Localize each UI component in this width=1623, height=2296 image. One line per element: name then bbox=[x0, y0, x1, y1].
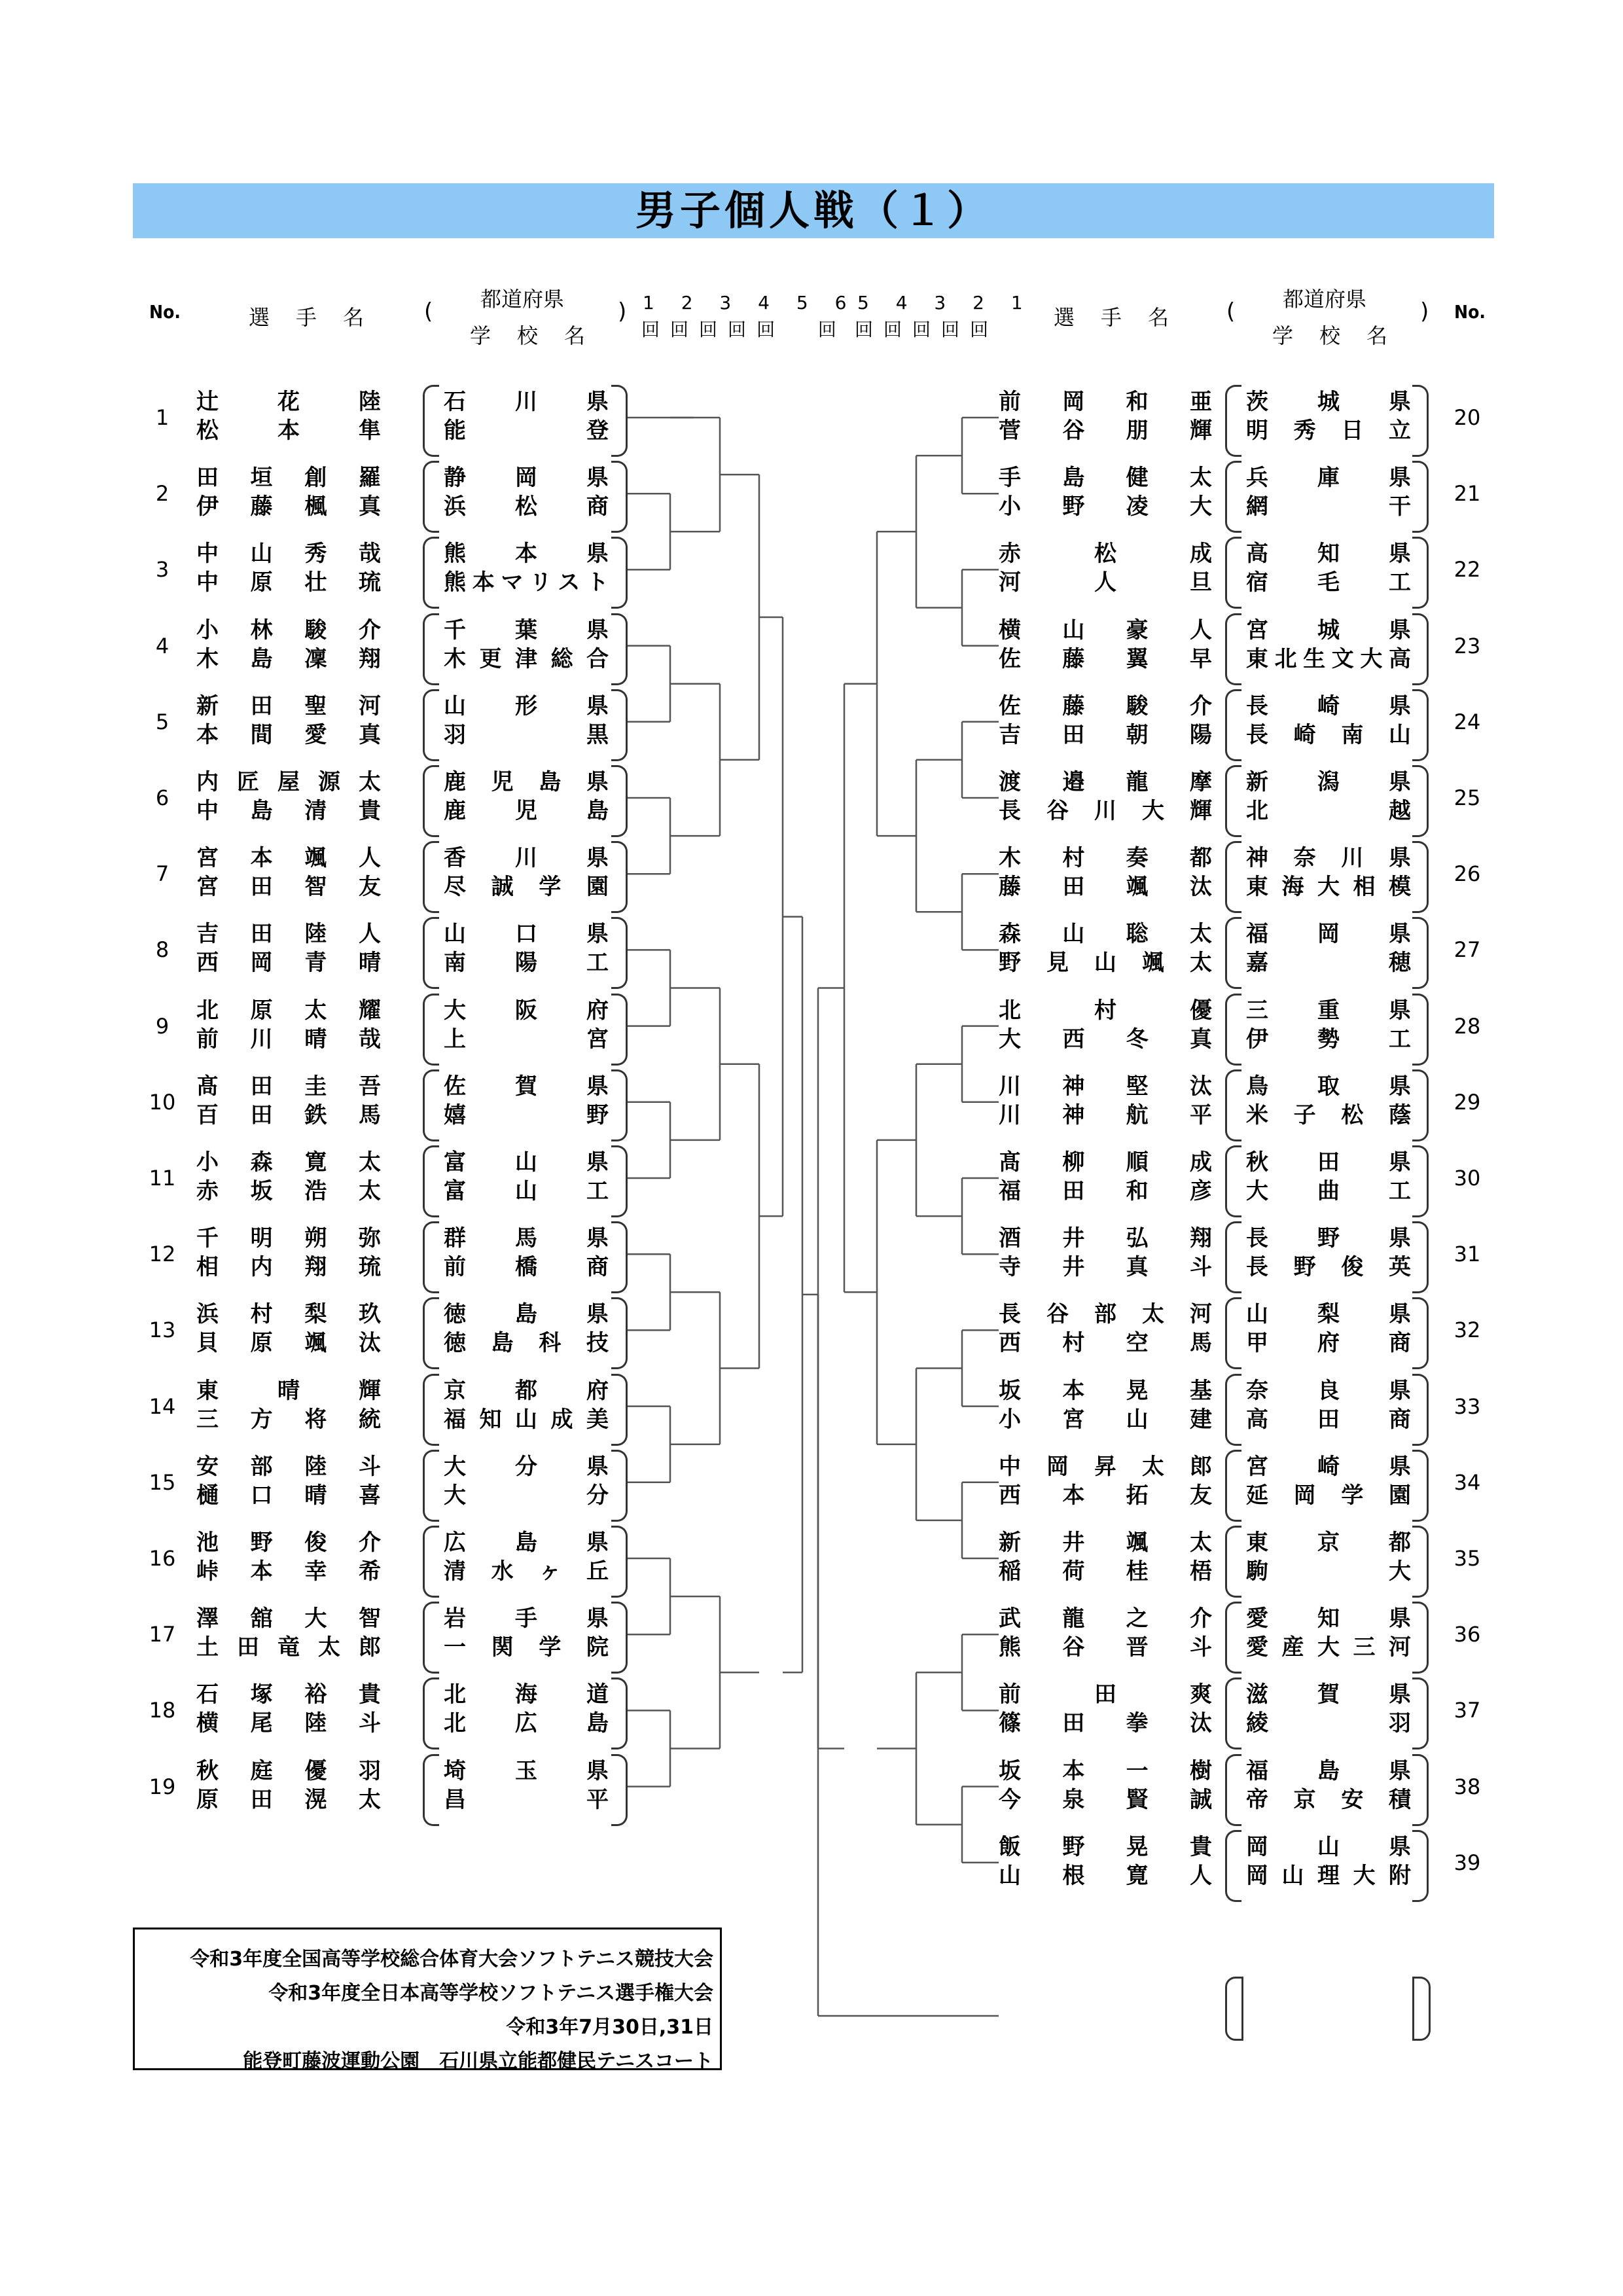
school-name: 長崎南山 bbox=[1246, 721, 1411, 748]
player-name-2: 中原壮琉 bbox=[196, 569, 381, 596]
player-name-2: 川神航平 bbox=[999, 1102, 1212, 1128]
school-name: 能登 bbox=[444, 418, 609, 444]
prefecture-name: 香川県 bbox=[444, 845, 609, 872]
school-name: 宿毛工 bbox=[1246, 569, 1411, 596]
prefecture-name: 秋田県 bbox=[1246, 1149, 1411, 1175]
school-name: 東北生文大高 bbox=[1246, 645, 1411, 672]
prefecture-name: 山梨県 bbox=[1246, 1301, 1411, 1328]
affiliation-bracket-close bbox=[1412, 1297, 1429, 1369]
seed-number: 3 bbox=[155, 557, 169, 583]
affiliation-bracket-open bbox=[1225, 841, 1241, 913]
school-name: 北広島 bbox=[444, 1710, 609, 1737]
header-prefecture-right: 都道府県 bbox=[1283, 287, 1367, 312]
seed-number: 20 bbox=[1454, 405, 1481, 430]
prefecture-name: 熊本県 bbox=[444, 541, 609, 567]
player-name-2: 稲荷桂梧 bbox=[999, 1558, 1212, 1585]
prefecture-name: 群馬県 bbox=[444, 1225, 609, 1252]
school-name: 延岡学園 bbox=[1246, 1482, 1411, 1509]
player-name-1: 前田爽 bbox=[999, 1681, 1212, 1708]
school-name: 上宮 bbox=[444, 1026, 609, 1052]
player-name-1: 小林駿介 bbox=[196, 617, 381, 643]
prefecture-name: 長野県 bbox=[1246, 1225, 1411, 1252]
player-name-1: 浜村梨玖 bbox=[196, 1301, 381, 1328]
prefecture-name: 北海道 bbox=[444, 1681, 609, 1708]
player-name-1: 佐藤駿介 bbox=[999, 692, 1212, 719]
school-name: 長野俊英 bbox=[1246, 1254, 1411, 1281]
header-rounds-left: 1 2 3 4 5 6 bbox=[643, 292, 857, 314]
affiliation-bracket-open bbox=[1225, 461, 1241, 533]
player-name-2: 野見山颯太 bbox=[999, 950, 1212, 977]
player-name-1: 千明朔弥 bbox=[196, 1225, 381, 1252]
player-name-2: 松本隼 bbox=[196, 418, 381, 444]
affiliation-bracket-close bbox=[1412, 385, 1429, 457]
round-unit: 回 bbox=[641, 319, 671, 340]
player-name-1: 武龍之介 bbox=[999, 1605, 1212, 1632]
header-paren-close-right: ) bbox=[1420, 298, 1429, 325]
player-name-2: 宮田智友 bbox=[196, 874, 381, 901]
player-name-1: 髙田圭吾 bbox=[196, 1073, 381, 1100]
affiliation-bracket-open bbox=[1225, 1221, 1241, 1293]
player-name-2: 土田竜太郎 bbox=[196, 1634, 381, 1661]
school-name: 岡山理大附 bbox=[1246, 1862, 1411, 1889]
entry-row bbox=[0, 692, 1623, 770]
prefecture-name: 千葉県 bbox=[444, 617, 609, 643]
affiliation-bracket-close bbox=[1412, 1602, 1429, 1674]
affiliation-bracket-close bbox=[1412, 994, 1429, 1066]
player-name-1: 川神堅汰 bbox=[999, 1073, 1212, 1100]
school-name: 羽黒 bbox=[444, 721, 609, 748]
entry-row bbox=[0, 1833, 1623, 1911]
header-school-left: 学校名 bbox=[470, 323, 612, 348]
header-paren-open-left: ( bbox=[424, 298, 433, 325]
school-name: 明秀日立 bbox=[1246, 418, 1411, 444]
school-name: 高田商 bbox=[1246, 1406, 1411, 1433]
affiliation-bracket-close bbox=[1412, 1069, 1429, 1141]
player-name-2: 本間愛真 bbox=[196, 721, 381, 748]
entry-row bbox=[0, 1224, 1623, 1302]
seed-number: 37 bbox=[1454, 1698, 1481, 1723]
seed-number: 6 bbox=[155, 785, 169, 810]
header-prefecture-left: 都道府県 bbox=[480, 287, 565, 312]
seed-number: 36 bbox=[1454, 1622, 1481, 1647]
affiliation-bracket-open bbox=[1225, 1754, 1241, 1826]
player-name-1: 東晴輝 bbox=[196, 1377, 381, 1404]
seed-number: 21 bbox=[1454, 481, 1481, 507]
seed-number: 4 bbox=[155, 633, 169, 658]
event-name-2: 令和3年度全日本高等学校ソフトテニス選手権大会 bbox=[268, 1982, 713, 2005]
school-name: 嘉穂 bbox=[1246, 950, 1411, 977]
player-name-1: 吉田陸人 bbox=[196, 921, 381, 948]
player-name-2: 小宮山建 bbox=[999, 1406, 1212, 1433]
player-name-1: 酒井弘翔 bbox=[999, 1225, 1212, 1252]
seed-number: 29 bbox=[1454, 1089, 1481, 1115]
school-name: 浜松商 bbox=[444, 493, 609, 520]
player-name-2: 福田和彦 bbox=[999, 1178, 1212, 1204]
player-name-1: 長谷部太河 bbox=[999, 1301, 1212, 1328]
school-name: 鹿児島 bbox=[444, 798, 609, 824]
seed-number: 31 bbox=[1454, 1242, 1481, 1267]
player-name-1: 髙柳順成 bbox=[999, 1149, 1212, 1175]
affiliation-bracket-open bbox=[1225, 689, 1241, 761]
player-name-2: 中島清貴 bbox=[196, 798, 381, 824]
player-name-1: 前岡和亜 bbox=[999, 389, 1212, 415]
school-name: 昌平 bbox=[444, 1786, 609, 1813]
player-name-2: 百田鉄馬 bbox=[196, 1102, 381, 1128]
seed-number: 22 bbox=[1454, 557, 1481, 583]
seed-number: 35 bbox=[1454, 1546, 1481, 1571]
player-name-1: 手島健太 bbox=[999, 465, 1212, 492]
seed-number: 9 bbox=[155, 1013, 169, 1039]
seed-number: 14 bbox=[149, 1393, 176, 1419]
entry-row bbox=[0, 768, 1623, 846]
entry-row bbox=[0, 1604, 1623, 1683]
player-name-2: 赤坂浩太 bbox=[196, 1178, 381, 1204]
player-name-2: 吉田朝陽 bbox=[999, 721, 1212, 748]
school-name: 網干 bbox=[1246, 493, 1411, 520]
seed-number: 16 bbox=[149, 1546, 176, 1571]
school-name: 清水ヶ丘 bbox=[444, 1558, 609, 1585]
seed-number: 32 bbox=[1454, 1318, 1481, 1343]
seed-number: 24 bbox=[1454, 709, 1481, 734]
player-name-2: 木島凜翔 bbox=[196, 645, 381, 672]
affiliation-bracket-open bbox=[1225, 613, 1241, 685]
prefecture-name: 岡山県 bbox=[1246, 1833, 1411, 1860]
seed-number: 19 bbox=[149, 1774, 176, 1799]
prefecture-name: 茨城県 bbox=[1246, 389, 1411, 415]
seed-number: 25 bbox=[1454, 785, 1481, 810]
school-name: 徳島科技 bbox=[444, 1330, 609, 1357]
seed-number: 23 bbox=[1454, 633, 1481, 658]
affiliation-bracket-close bbox=[1412, 917, 1429, 989]
player-name-2: 伊藤楓真 bbox=[196, 493, 381, 520]
entry-row bbox=[0, 1452, 1623, 1531]
header-paren-close-left: ) bbox=[618, 298, 627, 325]
header-paren-open-right: ( bbox=[1226, 298, 1236, 325]
affiliation-bracket-close bbox=[1412, 1145, 1429, 1217]
prefecture-name: 静岡県 bbox=[444, 465, 609, 492]
player-name-1: 新井颯太 bbox=[999, 1530, 1212, 1556]
seed-number: 30 bbox=[1454, 1166, 1481, 1191]
empty-slot-bracket-right bbox=[1412, 1977, 1431, 2041]
prefecture-name: 高知県 bbox=[1246, 541, 1411, 567]
player-name-2: 西村空馬 bbox=[999, 1330, 1212, 1357]
seed-number: 34 bbox=[1454, 1469, 1481, 1495]
page-title: 男子個人戦（１） bbox=[635, 187, 991, 234]
affiliation-bracket-close bbox=[1412, 461, 1429, 533]
player-name-2: 三方将統 bbox=[196, 1406, 381, 1433]
player-name-1: 石塚裕貴 bbox=[196, 1681, 381, 1708]
prefecture-name: 山口県 bbox=[444, 921, 609, 948]
seed-number: 7 bbox=[155, 861, 169, 887]
entry-row bbox=[0, 996, 1623, 1075]
seed-number: 1 bbox=[155, 405, 169, 430]
header-round-units-right: 回回回回回 bbox=[855, 319, 999, 340]
affiliation-bracket-close bbox=[1412, 1221, 1429, 1293]
header-no-left: No. bbox=[149, 301, 181, 323]
seed-number: 17 bbox=[149, 1622, 176, 1647]
prefecture-name: 佐賀県 bbox=[444, 1073, 609, 1100]
prefecture-name: 広島県 bbox=[444, 1530, 609, 1556]
player-name-2: 山根寛人 bbox=[999, 1862, 1212, 1889]
school-name: 米子松蔭 bbox=[1246, 1102, 1411, 1128]
player-name-2: 寺井真斗 bbox=[999, 1254, 1212, 1281]
entry-row bbox=[0, 463, 1623, 542]
affiliation-bracket-close bbox=[1412, 1830, 1429, 1902]
player-name-2: 小野凌大 bbox=[999, 493, 1212, 520]
event-venue: 能登町藤波運動公園 石川県立能都健民テニスコート bbox=[243, 2050, 713, 2073]
player-name-2: 西本拓友 bbox=[999, 1482, 1212, 1509]
player-name-1: 横山豪人 bbox=[999, 617, 1212, 643]
seed-number: 26 bbox=[1454, 861, 1481, 887]
player-name-2: 峠本幸希 bbox=[196, 1558, 381, 1585]
entry-row bbox=[0, 1680, 1623, 1759]
school-name: 前橋商 bbox=[444, 1254, 609, 1281]
affiliation-bracket-open bbox=[1225, 994, 1241, 1066]
affiliation-bracket-close bbox=[1412, 765, 1429, 837]
player-name-2: 藤田颯汰 bbox=[999, 874, 1212, 901]
seed-number: 10 bbox=[149, 1089, 176, 1115]
player-name-1: 宮本颯人 bbox=[196, 845, 381, 872]
header-player-name-left: 選手名 bbox=[249, 305, 391, 330]
seed-number: 8 bbox=[155, 937, 169, 963]
player-name-1: 赤松成 bbox=[999, 541, 1212, 567]
school-name: 愛産大三河 bbox=[1246, 1634, 1411, 1661]
affiliation-bracket-close bbox=[1412, 1754, 1429, 1826]
entry-row bbox=[0, 539, 1623, 618]
player-name-2: 西岡青晴 bbox=[196, 950, 381, 977]
header-school-right: 学校名 bbox=[1272, 323, 1414, 348]
seed-number: 33 bbox=[1454, 1393, 1481, 1419]
prefecture-name: 宮城県 bbox=[1246, 617, 1411, 643]
player-name-2: 菅谷朋輝 bbox=[999, 418, 1212, 444]
player-name-2: 相内翔琉 bbox=[196, 1254, 381, 1281]
prefecture-name: 長崎県 bbox=[1246, 692, 1411, 719]
seed-number: 18 bbox=[149, 1698, 176, 1723]
player-name-2: 貝原颯汰 bbox=[196, 1330, 381, 1357]
seed-number: 5 bbox=[155, 709, 169, 734]
affiliation-bracket-close bbox=[1412, 537, 1429, 609]
header-rounds-right: 5 4 3 2 1 bbox=[857, 292, 1033, 314]
player-name-1: 池野俊介 bbox=[196, 1530, 381, 1556]
affiliation-bracket-close bbox=[1412, 613, 1429, 685]
prefecture-name: 新潟県 bbox=[1246, 769, 1411, 795]
prefecture-name: 富山県 bbox=[444, 1149, 609, 1175]
affiliation-bracket-close bbox=[1412, 1374, 1429, 1446]
entry-row bbox=[0, 1148, 1623, 1227]
entry-row bbox=[0, 1072, 1623, 1151]
player-name-1: 中山秀哉 bbox=[196, 541, 381, 567]
player-name-1: 秋庭優羽 bbox=[196, 1757, 381, 1784]
school-name: 甲府商 bbox=[1246, 1330, 1411, 1357]
empty-slot-bracket-left bbox=[1225, 1977, 1243, 2041]
affiliation-bracket-open bbox=[1225, 917, 1241, 989]
affiliation-bracket-open bbox=[1225, 1602, 1241, 1674]
prefecture-name: 鳥取県 bbox=[1246, 1073, 1411, 1100]
affiliation-bracket-close bbox=[1412, 841, 1429, 913]
player-name-1: 澤舘大智 bbox=[196, 1605, 381, 1632]
affiliation-bracket-open bbox=[1225, 1450, 1241, 1522]
prefecture-name: 徳島県 bbox=[444, 1301, 609, 1328]
affiliation-bracket-open bbox=[1225, 1830, 1241, 1902]
entry-row bbox=[0, 1300, 1623, 1378]
player-name-2: 河人旦 bbox=[999, 569, 1212, 596]
player-name-1: 森山聡太 bbox=[999, 921, 1212, 948]
prefecture-name: 東京都 bbox=[1246, 1530, 1411, 1556]
player-name-1: 田垣創羅 bbox=[196, 465, 381, 492]
prefecture-name: 大阪府 bbox=[444, 997, 609, 1024]
seed-number: 13 bbox=[149, 1318, 176, 1343]
entry-row bbox=[0, 1757, 1623, 1835]
player-name-2: 横尾陸斗 bbox=[196, 1710, 381, 1737]
event-dates: 令和3年7月30日,31日 bbox=[506, 2016, 713, 2039]
school-name: 南陽工 bbox=[444, 950, 609, 977]
prefecture-name: 石川県 bbox=[444, 389, 609, 415]
school-name: 大分 bbox=[444, 1482, 609, 1509]
entry-row bbox=[0, 844, 1623, 922]
seed-number: 11 bbox=[149, 1166, 176, 1191]
player-name-1: 飯野晃貴 bbox=[999, 1833, 1212, 1860]
event-name-1: 令和3年度全国高等学校総合体育大会ソフトテニス競技大会 bbox=[190, 1948, 713, 1971]
player-name-1: 安部陸斗 bbox=[196, 1453, 381, 1480]
prefecture-name: 鹿児島県 bbox=[444, 769, 609, 795]
player-name-1: 内匠屋源太 bbox=[196, 769, 381, 795]
affiliation-bracket-close bbox=[1412, 1450, 1429, 1522]
seed-number: 27 bbox=[1454, 937, 1481, 963]
school-name: 福知山成美 bbox=[444, 1406, 609, 1433]
school-name: 駒大 bbox=[1246, 1558, 1411, 1585]
affiliation-bracket-open bbox=[1225, 1069, 1241, 1141]
player-name-1: 北原太耀 bbox=[196, 997, 381, 1024]
player-name-2: 佐藤翼早 bbox=[999, 645, 1212, 672]
player-name-1: 坂本晃基 bbox=[999, 1377, 1212, 1404]
player-name-2: 大西冬真 bbox=[999, 1026, 1212, 1052]
affiliation-bracket-close bbox=[1412, 689, 1429, 761]
header-player-name-right: 選手名 bbox=[1054, 305, 1196, 330]
school-name: 大曲工 bbox=[1246, 1178, 1411, 1204]
school-name: 富山工 bbox=[444, 1178, 609, 1204]
player-name-2: 篠田拳汰 bbox=[999, 1710, 1212, 1737]
prefecture-name: 奈良県 bbox=[1246, 1377, 1411, 1404]
school-name: 熊本マリスト bbox=[444, 569, 609, 596]
affiliation-bracket-open bbox=[1225, 1677, 1241, 1749]
school-name: 嬉野 bbox=[444, 1102, 609, 1128]
entry-row bbox=[0, 616, 1623, 694]
school-name: 木更津総合 bbox=[444, 645, 609, 672]
player-name-2: 前川晴哉 bbox=[196, 1026, 381, 1052]
affiliation-bracket-open bbox=[1225, 1297, 1241, 1369]
school-name: 尽誠学園 bbox=[444, 874, 609, 901]
affiliation-bracket-close bbox=[1412, 1677, 1429, 1749]
player-name-1: 辻花陸 bbox=[196, 389, 381, 415]
entry-row bbox=[0, 1376, 1623, 1455]
player-name-2: 熊谷晋斗 bbox=[999, 1634, 1212, 1661]
player-name-1: 新田聖河 bbox=[196, 692, 381, 719]
prefecture-name: 福岡県 bbox=[1246, 921, 1411, 948]
header-no-right: No. bbox=[1454, 301, 1486, 323]
seed-number: 39 bbox=[1454, 1850, 1481, 1875]
school-name: 伊勢工 bbox=[1246, 1026, 1411, 1052]
prefecture-name: 大分県 bbox=[444, 1453, 609, 1480]
player-name-1: 坂本一樹 bbox=[999, 1757, 1212, 1784]
seed-number: 15 bbox=[149, 1469, 176, 1495]
player-name-2: 今泉賢誠 bbox=[999, 1786, 1212, 1813]
affiliation-bracket-close bbox=[1412, 1526, 1429, 1598]
prefecture-name: 宮崎県 bbox=[1246, 1453, 1411, 1480]
school-name: 東海大相模 bbox=[1246, 874, 1411, 901]
prefecture-name: 兵庫県 bbox=[1246, 465, 1411, 492]
school-name: 帝京安積 bbox=[1246, 1786, 1411, 1813]
entry-row bbox=[0, 920, 1623, 998]
affiliation-bracket-open bbox=[1225, 537, 1241, 609]
player-name-2: 原田滉太 bbox=[196, 1786, 381, 1813]
player-name-1: 北村優 bbox=[999, 997, 1212, 1024]
entry-row bbox=[0, 1528, 1623, 1607]
school-name: 綾羽 bbox=[1246, 1710, 1411, 1737]
prefecture-name: 山形県 bbox=[444, 692, 609, 719]
prefecture-name: 愛知県 bbox=[1246, 1605, 1411, 1632]
prefecture-name: 神奈川県 bbox=[1246, 845, 1411, 872]
affiliation-bracket-open bbox=[1225, 1526, 1241, 1598]
player-name-2: 樋口晴喜 bbox=[196, 1482, 381, 1509]
affiliation-bracket-open bbox=[1225, 1374, 1241, 1446]
player-name-2: 長谷川大輝 bbox=[999, 798, 1212, 824]
header-round-units-left: 回回回回回 回 bbox=[641, 319, 847, 340]
affiliation-bracket-open bbox=[1225, 765, 1241, 837]
event-info-box bbox=[133, 1928, 722, 2073]
seed-number: 12 bbox=[149, 1242, 176, 1267]
school-name: 北越 bbox=[1246, 798, 1411, 824]
prefecture-name: 京都府 bbox=[444, 1377, 609, 1404]
seed-number: 2 bbox=[155, 481, 169, 507]
player-name-1: 小森寛太 bbox=[196, 1149, 381, 1175]
entry-row bbox=[0, 387, 1623, 466]
player-name-1: 木村奏都 bbox=[999, 845, 1212, 872]
prefecture-name: 滋賀県 bbox=[1246, 1681, 1411, 1708]
prefecture-name: 福島県 bbox=[1246, 1757, 1411, 1784]
player-name-1: 中岡昇太郎 bbox=[999, 1453, 1212, 1480]
seed-number: 38 bbox=[1454, 1774, 1481, 1799]
affiliation-bracket-open bbox=[1225, 1145, 1241, 1217]
school-name: 一関学院 bbox=[444, 1634, 609, 1661]
seed-number: 28 bbox=[1454, 1013, 1481, 1039]
prefecture-name: 埼玉県 bbox=[444, 1757, 609, 1784]
player-name-1: 渡邉龍摩 bbox=[999, 769, 1212, 795]
prefecture-name: 三重県 bbox=[1246, 997, 1411, 1024]
affiliation-bracket-open bbox=[1225, 385, 1241, 457]
prefecture-name: 岩手県 bbox=[444, 1605, 609, 1632]
